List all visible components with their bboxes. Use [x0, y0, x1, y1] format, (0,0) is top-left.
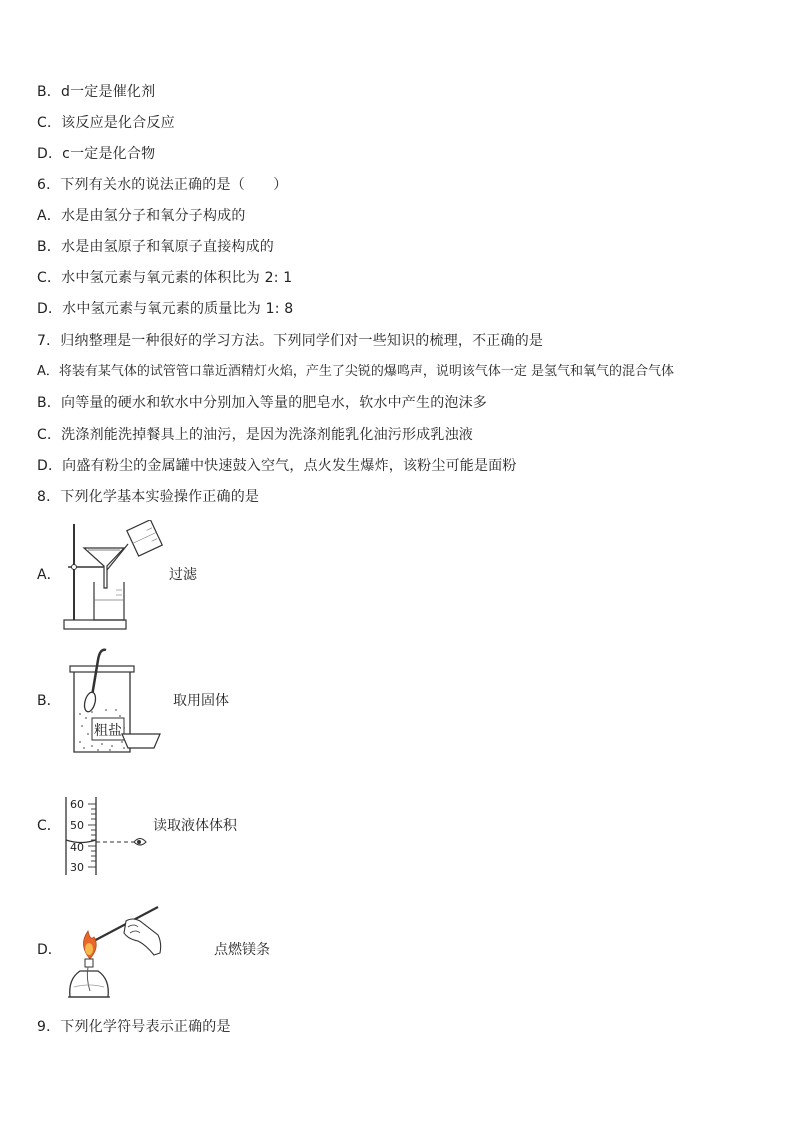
q7-option-b: B．向等量的硬水和软水中分别加入等量的肥皂水，软水中产生的泡沫多 [37, 395, 488, 411]
salt-label: 粗盐 [94, 723, 122, 739]
question-8-stem: 8．下列化学基本实验操作正确的是 [37, 489, 260, 505]
q6-option-d: D．水中氢元素与氧元素的质量比为 1: 8 [37, 301, 294, 317]
question-9-stem: 9．下列化学符号表示正确的是 [37, 1019, 231, 1035]
cylinder-label-30: 30 [70, 861, 84, 874]
solid-sampling-figure [62, 646, 166, 760]
q6-option-b: B．水是由氢原子和氧原子直接构成的 [37, 239, 275, 255]
cylinder-label-50: 50 [70, 819, 84, 832]
q8-option-c-caption: 读取液体体积 [153, 818, 237, 834]
q8-option-d-letter: D． [37, 942, 62, 958]
q6-option-a: A．水是由氢分子和氧分子构成的 [37, 208, 246, 224]
option-c-line: C．该反应是化合反应 [37, 115, 175, 131]
q8-option-b-letter: B． [37, 693, 61, 709]
question-6-stem: 6．下列有关水的说法正确的是（ ） [37, 177, 288, 193]
question-7-stem: 7．归纳整理是一种很好的学习方法。下列同学们对一些知识的梳理，不正确的是 [37, 333, 544, 349]
q7-option-a: A．将装有某气体的试管管口靠近酒精灯火焰，产生了尖锐的爆鸣声，说明该气体一定 是氢气和氧气的混合气体 [37, 364, 675, 379]
q8-option-a-caption: 过滤 [169, 567, 197, 583]
graduated-cylinder-figure [62, 795, 152, 881]
cylinder-label-40: 40 [70, 841, 84, 854]
option-b-line: B．d一定是催化剂 [37, 84, 156, 100]
q7-option-d: D．向盛有粉尘的金属罐中快速鼓入空气，点火发生爆炸，该粉尘可能是面粉 [37, 458, 517, 474]
cylinder-label-60: 60 [70, 798, 84, 811]
lamp-magnesium-figure [66, 893, 166, 1009]
q6-option-c: C．水中氢元素与氧元素的体积比为 2: 1 [37, 270, 293, 286]
filtration-figure [60, 520, 170, 636]
q8-option-d-caption: 点燃镁条 [214, 942, 270, 958]
q8-option-a-letter: A． [37, 567, 61, 583]
option-d-line: D．c一定是化合物 [37, 146, 156, 162]
q8-option-b-caption: 取用固体 [173, 693, 229, 709]
q8-option-c-letter: C． [37, 818, 61, 834]
q7-option-c: C．洗涤剂能洗掉餐具上的油污，是因为洗涤剂能乳化油污形成乳浊液 [37, 427, 473, 443]
